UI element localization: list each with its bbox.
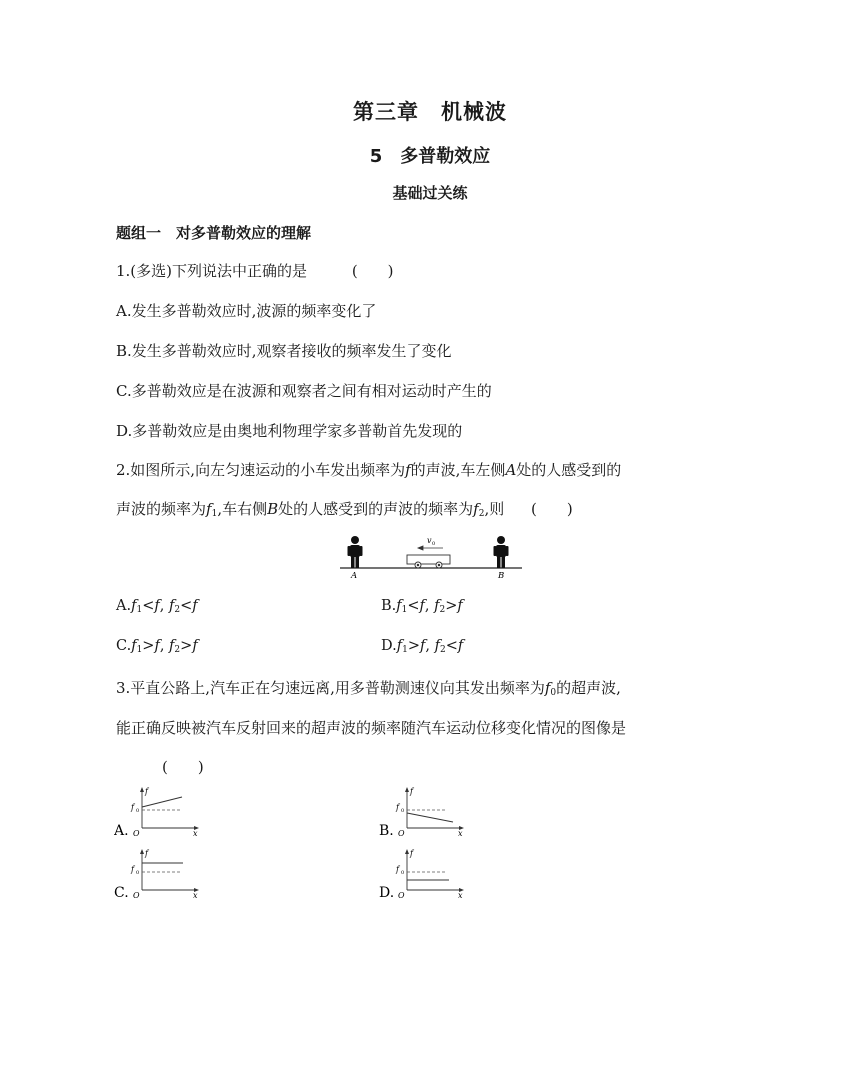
q2-text: 处的人感受到的 [516,461,622,479]
label-b: B [498,571,505,581]
relation: < [142,598,155,614]
f0-sub: 0 [401,870,405,876]
velocity-sub: 0 [432,541,436,547]
q3-graph-c [114,848,204,900]
relation: > [180,638,193,654]
q2-var-b: B [267,500,279,518]
q2-figure [338,530,524,586]
x-label: x [193,829,198,838]
sub: 2 [439,645,446,655]
var-f: f [457,638,464,654]
q3-graph-a [114,786,204,838]
q3-graph-d [379,848,469,900]
q1-option-a: A.发生多普勒效应时,波源的频率变化了 [116,302,377,320]
q2-stem-line2 [116,498,573,519]
f0-label: f [131,865,134,874]
q2-option-d [381,638,463,655]
q1-stem [116,260,394,281]
x-label: x [458,891,463,900]
y-label: f [410,849,413,858]
q2-var-f1: f [206,500,212,518]
sub: 1 [402,645,408,655]
f0-sub: 0 [401,808,405,814]
f0-sub: 0 [136,808,140,814]
q3-graph-b [379,786,469,838]
y-label: f [145,787,148,796]
option-letter: D. [381,638,397,654]
y-axis-arrow [140,787,144,792]
var-f: f [457,598,463,614]
velocity-label: v [427,536,432,545]
chapter-title: 第三章 机械波 [353,100,507,124]
sub: 2 [174,645,181,655]
separator: , [159,598,169,614]
q3-text: 3.平直公路上,汽车正在匀速远离,用多普勒测速仪向其发出频率为 [116,679,545,697]
origin-label: O [398,829,405,838]
q3-text: 的超声波, [556,679,621,697]
var-f: f [419,598,425,614]
q2-var-f: f [405,461,411,479]
relation: < [407,598,420,614]
q2-sub: 2 [478,509,485,519]
var-f: f [154,638,160,654]
group-heading: 题组一 对多普勒效应的理解 [116,224,312,242]
frequency-line [142,797,182,807]
person-a-icon [348,536,363,568]
q2-option-b [381,598,463,615]
sub: 2 [174,605,181,615]
relation: < [180,598,193,614]
f0-sub: 0 [136,870,140,876]
q2-option-c [116,638,198,655]
q2-text: 2.如图所示,向左匀速运动的小车发出频率为 [116,461,406,479]
var-f: f [419,638,426,654]
f0-label: f [131,803,134,812]
separator: , [424,598,435,614]
origin-label: O [398,891,405,900]
origin-label: O [133,891,140,900]
sub: 1 [136,645,143,655]
x-label: x [458,829,463,838]
option-letter: B. [381,598,397,614]
var-f: f [192,638,198,654]
cart-icon [407,555,450,568]
q3-stem-line1 [116,677,621,698]
q1-answer-paren: ( ) [351,262,394,280]
separator: , [425,638,435,654]
q1-stem-text: 1.(多选)下列说法中正确的是 [116,262,308,280]
var-f: f [434,638,440,654]
y-axis-arrow [405,849,409,854]
x-label: x [193,891,198,900]
q2-text: ,车右侧 [217,500,268,518]
q2-var-f2: f [473,500,479,518]
sub: 2 [439,605,446,615]
q2-text: 声波的频率为 [116,500,207,518]
var-f: f [396,638,403,654]
section-subtitle: 基础过关练 [392,184,468,202]
q2-stem-line1 [116,459,621,480]
relation: < [445,638,458,654]
q1-option-d: D.多普勒效应是由奥地利物理学家多普勒首先发现的 [116,422,463,440]
q2-sub: 1 [211,509,218,519]
label-a: A [351,571,358,581]
relation: > [445,598,458,614]
velocity-arrow [418,546,443,550]
y-axis-arrow [140,849,144,854]
option-letter: C. [116,638,132,654]
separator: , [159,638,170,654]
option-letter-d: D. [379,885,395,900]
option-letter: A. [116,598,132,614]
var-f: f [154,598,160,614]
var-f: f [168,598,175,614]
q2-answer-paren: ( ) [531,500,573,518]
q2-text: 的声波,车左侧 [410,461,506,479]
q3-stem-line2: 能正确反映被汽车反射回来的超声波的频率随汽车运动位移变化情况的图像是 [116,719,627,737]
var-f: f [396,598,402,614]
f0-label: f [396,803,399,812]
sub: 1 [136,605,143,615]
y-label: f [410,787,413,796]
option-letter-c: C. [114,885,129,900]
var-f: f [434,598,440,614]
var-f: f [192,598,198,614]
q2-var-a: A [505,461,517,479]
q2-text: 处的人感受到的声波的频率为 [278,500,474,518]
q3-var-f0: f [544,679,551,697]
relation: > [407,638,420,654]
var-f: f [131,598,137,614]
origin-label: O [133,829,140,838]
q1-option-c: C.多普勒效应是在波源和观察者之间有相对运动时产生的 [116,382,492,400]
section-title: 5 多普勒效应 [369,146,491,167]
q2-text: ,则 [484,500,505,518]
q3-answer-paren: ( ) [162,758,204,776]
option-letter-b: B. [379,823,394,838]
option-letter-a: A. [114,823,129,838]
y-label: f [145,849,148,858]
q2-option-a [116,598,198,615]
person-b-icon [494,536,509,568]
var-f: f [131,638,137,654]
q3-sub: 0 [550,688,557,698]
relation: > [142,638,155,654]
var-f: f [169,638,175,654]
sub: 1 [401,605,408,615]
frequency-line [407,813,453,822]
y-axis-arrow [405,787,409,792]
q1-option-b: B.发生多普勒效应时,观察者接收的频率发生了变化 [116,342,452,360]
f0-label: f [396,865,399,874]
